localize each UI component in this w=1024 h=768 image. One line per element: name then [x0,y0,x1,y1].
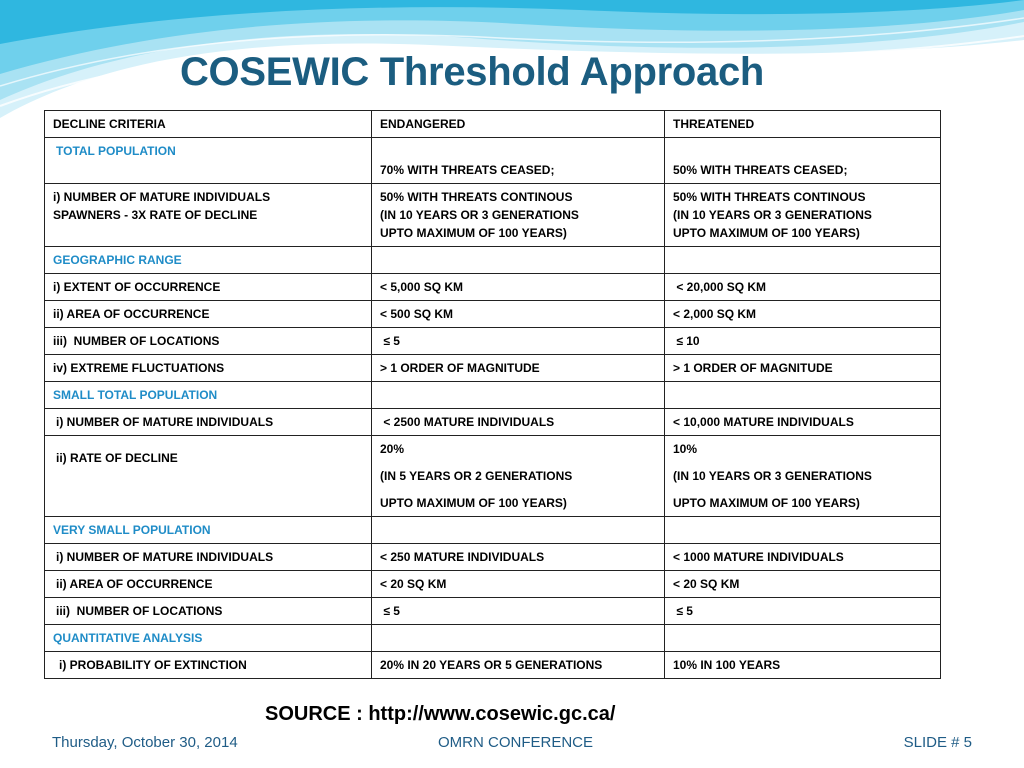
cell-endangered [372,436,665,517]
section-geographic-range: GEOGRAPHIC RANGE [45,247,372,274]
table-row [45,598,941,625]
cell-endangered [372,184,665,247]
cell-empty [372,382,665,409]
cell-threatened: < 1000 MATURE INDIVIDUALS [665,544,941,571]
section-very-small-population: VERY SMALL POPULATION [45,517,372,544]
cell-line: (IN 10 YEARS OR 3 GENERATIONS [380,208,579,222]
criteria-line: i) NUMBER OF MATURE INDIVIDUALS [53,190,271,204]
cell-line: 50% WITH THREATS CONTINOUS [673,190,866,204]
cell-empty [372,517,665,544]
cell-endangered: ≤ 5 [372,598,665,625]
cell-endangered: < 2500 MATURE INDIVIDUALS [372,409,665,436]
cell-endangered: < 5,000 SQ KM [372,274,665,301]
cell-empty [665,625,941,652]
table-row [45,138,941,184]
cell-line: 50% WITH THREATS CONTINOUS [380,190,573,204]
cell-endangered: ≤ 5 [372,328,665,355]
cell-empty [665,382,941,409]
cell-empty [665,517,941,544]
table-row [45,625,941,652]
table-row [45,184,941,247]
cell-line: UPTO MAXIMUM OF 100 YEARS) [380,496,567,510]
cell-criteria: ii) AREA OF OCCURRENCE [45,301,372,328]
table-header-row [45,111,941,138]
cell-endangered: < 20 SQ KM [372,571,665,598]
table-row [45,571,941,598]
table-row [45,274,941,301]
cell-criteria: iv) EXTREME FLUCTUATIONS [45,355,372,382]
cell-line: 20% [380,442,405,456]
section-total-population: TOTAL POPULATION [45,138,372,184]
cell-endangered: 20% IN 20 YEARS OR 5 GENERATIONS [372,652,665,679]
table-row [45,409,941,436]
cell-criteria: i) EXTENT OF OCCURRENCE [45,274,372,301]
cell-endangered: < 250 MATURE INDIVIDUALS [372,544,665,571]
cell-line: (IN 10 YEARS OR 3 GENERATIONS [673,208,872,222]
cell-threatened: < 2,000 SQ KM [665,301,941,328]
table-row [45,247,941,274]
table-row [45,355,941,382]
header-endangered: ENDANGERED [372,111,665,138]
footer-slide-number: SLIDE # 5 [903,734,972,751]
cell-threatened: 50% WITH THREATS CEASED; [665,138,941,184]
cell-criteria: i) PROBABILITY OF EXTINCTION [45,652,372,679]
cell-threatened [665,436,941,517]
cell-criteria: iii) NUMBER OF LOCATIONS [45,598,372,625]
cell-line: (IN 5 YEARS OR 2 GENERATIONS [380,469,573,483]
cell-criteria: i) NUMBER OF MATURE INDIVIDUALS [45,544,372,571]
section-quantitative-analysis: QUANTITATIVE ANALYSIS [45,625,372,652]
cell-line: UPTO MAXIMUM OF 100 YEARS) [673,226,860,240]
cell-threatened: < 10,000 MATURE INDIVIDUALS [665,409,941,436]
table-row [45,652,941,679]
table-row [45,382,941,409]
cell-empty [665,247,941,274]
cell-endangered: > 1 ORDER OF MAGNITUDE [372,355,665,382]
section-small-total-population: SMALL TOTAL POPULATION [45,382,372,409]
cell-threatened: ≤ 5 [665,598,941,625]
header-decline-criteria: DECLINE CRITERIA [45,111,372,138]
footer-date: Thursday, October 30, 2014 [52,734,238,751]
cell-threatened: ≤ 10 [665,328,941,355]
cell-empty [372,247,665,274]
table-row [45,517,941,544]
cell-threatened: > 1 ORDER OF MAGNITUDE [665,355,941,382]
table-row [45,328,941,355]
footer-conference: OMRN CONFERENCE [438,734,594,751]
cell-endangered: 70% WITH THREATS CEASED; [372,138,665,184]
cell-criteria [45,184,372,247]
cell-threatened: < 20 SQ KM [665,571,941,598]
cell-criteria: i) NUMBER OF MATURE INDIVIDUALS [45,409,372,436]
cell-line: UPTO MAXIMUM OF 100 YEARS) [673,496,860,510]
cell-endangered: < 500 SQ KM [372,301,665,328]
header-threatened: THREATENED [665,111,941,138]
cell-criteria: iii) NUMBER OF LOCATIONS [45,328,372,355]
cell-criteria: ii) AREA OF OCCURRENCE [45,571,372,598]
cell-line: 10% [673,442,698,456]
cell-line: (IN 10 YEARS OR 3 GENERATIONS [673,469,872,483]
table-row [45,436,941,517]
criteria-line: SPAWNERS - 3X RATE OF DECLINE [53,208,258,222]
cell-line: UPTO MAXIMUM OF 100 YEARS) [380,226,567,240]
table-row [45,301,941,328]
cell-criteria: ii) RATE OF DECLINE [45,436,372,517]
criteria-table [44,110,941,679]
cell-threatened: < 20,000 SQ KM [665,274,941,301]
cell-threatened: 10% IN 100 YEARS [665,652,941,679]
cell-threatened [665,184,941,247]
cell-empty [372,625,665,652]
table-row [45,544,941,571]
slide-title: COSEWIC Threshold Approach [179,50,765,94]
source-citation: SOURCE : http://www.cosewic.gc.ca/ [265,703,616,725]
